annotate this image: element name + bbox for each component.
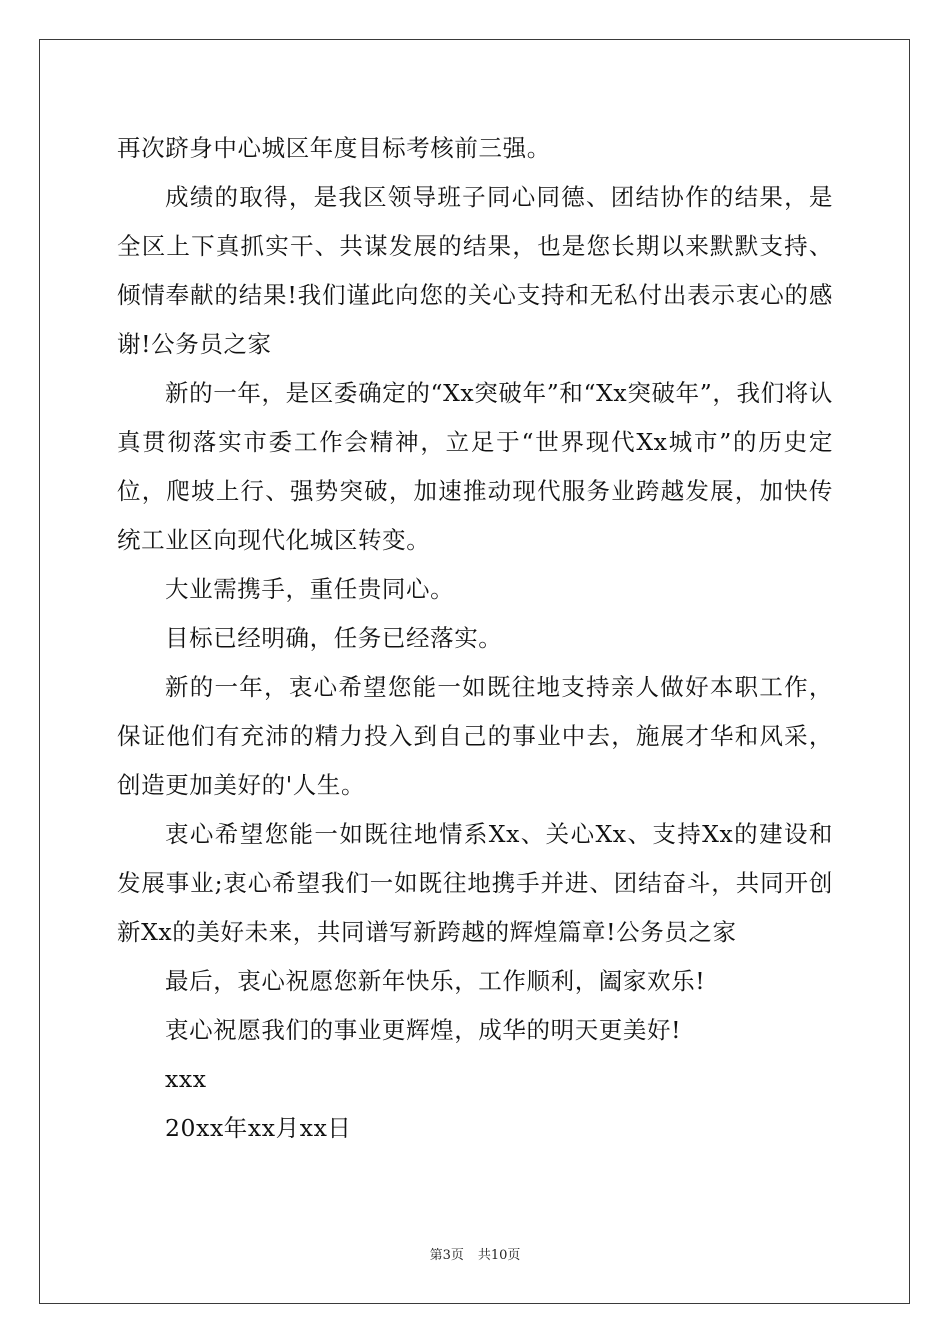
paragraph-3: 新的一年，是区委确定的“Xx突破年”和“Xx突破年”，我们将认真贯彻落实市委工作会精神，立足于“世界现代Xx城市”的历史定位，爬坡上行、强势突破，加速推动现代服务业跨越发展，加快传统工业区向现代化城区转变。 [117, 379, 833, 554]
paragraph-4: 大业需携手，重任贵同心。 [165, 575, 455, 603]
paragraph-6: 新的一年，衷心希望您能一如既往地支持亲人做好本职工作，保证他们有充沛的精力投入到自己的事业中去，施展才华和风采，创造更加美好的'人生。 [117, 673, 833, 799]
signature-date: 20xx年xx月xx日 [165, 1114, 352, 1142]
paragraph-5: 目标已经明确，任务已经落实。 [165, 624, 503, 652]
signature-name: xxx [165, 1065, 207, 1093]
document-body [117, 124, 833, 1153]
paragraph-2: 成绩的取得，是我区领导班子同心同德、团结协作的结果，是全区上下真抓实干、共谋发展的结果，也是您长期以来默默支持、倾情奉献的结果!我们谨此向您的关心支持和无私付出表示衷心的感谢!公务员之家 [117, 183, 833, 358]
page-total: 共10页 [477, 1248, 521, 1263]
page-number: 第3页 [429, 1248, 464, 1263]
paragraph-8: 最后，衷心祝愿您新年快乐，工作顺利，阖家欢乐! [165, 967, 706, 995]
page-footer [0, 1244, 950, 1263]
paragraph-9: 衷心祝愿我们的事业更辉煌，成华的明天更美好! [165, 1016, 682, 1044]
paragraph-7: 衷心希望您能一如既往地情系Xx、关心Xx、支持Xx的建设和发展事业;衷心希望我们一如既往地携手并进、团结奋斗，共同开创新Xx的美好未来，共同谱写新跨越的辉煌篇章!公务员之家 [117, 820, 833, 946]
paragraph-1: 再次跻身中心城区年度目标考核前三强。 [117, 134, 551, 162]
